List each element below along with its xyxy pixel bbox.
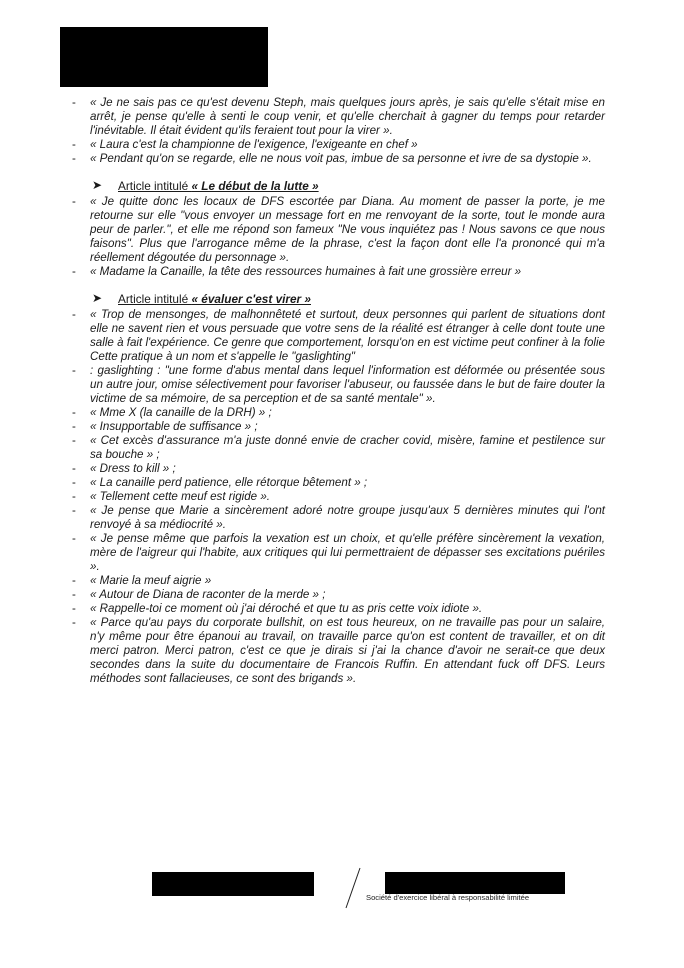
item-text: « Cet excès d'assurance m'a juste donné envie de cracher covid, misère, famine et pestilence sur sa bouche » ;: [90, 434, 605, 461]
list-item: - « Autour de Diana de raconter de la merde » ;: [72, 588, 326, 601]
arrow-bullet-icon: ➤: [92, 291, 103, 305]
list-item: - « Tellement cette meuf est rigide ».: [72, 490, 271, 503]
item-text: « Laura c'est la championne de l'exigence, l'exigeante en chef »: [90, 138, 418, 151]
item-text: « Tellement cette meuf est rigide ».: [90, 490, 271, 503]
item-text: « Autour de Diana de raconter de la merde » ;: [90, 588, 326, 601]
document-body: [72, 96, 605, 686]
item-text: « Je quitte donc les locaux de DFS escortée par Diana. Au moment de passer la porte, je me retourne sur elle "vous envoyer un message fort en me renvoyant de la sorte, tout le monde aura peur de parler.", et elle me répond son fameux "Ne vous inquiétez pas ! Nous savons ce que nous faisons". Plus que l'arrogance même de la phrase, c'est la façon dont elle l'a prononcé qui m'a réellement dégoutée du personnage ».: [90, 195, 605, 264]
list-item: - « Marie la meuf aigrie »: [72, 574, 212, 587]
list-item: - « Madame la Canaille, la tête des ressources humaines à fait une grossière erreur »: [72, 265, 522, 278]
item-text: « Je pense que Marie a sincèrement adoré notre groupe jusqu'aux 5 dernières minutes qui l'ont renvoyé à sa médiocrité ».: [90, 504, 605, 531]
list-item: - « Je quitte donc les locaux de DFS escortée par Diana. Au moment de passer la porte, je me retourne sur elle "vous envoyer un message fort en me renvoyant de la sorte, tout le monde aura peur de parler.", et elle me répond son fameux "Ne vous inquiétez pas ! Nous savons ce que nous faisons". Plus que l'arrogance même de la phrase, c'est la façon dont elle l'a prononcé qui m'a réellement dégoutée du personnage ».: [72, 195, 605, 264]
list-item: - « Je pense même que parfois la vexation est un choix, et qu'elle préfère sincèrement la vexation, mère de l'aigreur qui l'habite, aux critiques qui lui permettraient de dépasser ses excitations puériles ».: [72, 532, 605, 573]
item-text: « La canaille perd patience, elle rétorque bêtement » ;: [90, 476, 368, 489]
quote-section-intro: [72, 96, 605, 166]
item-text: « Je ne sais pas ce qu'est devenu Steph, mais quelques jours après, je sais qu'elle s'était mise en arrêt, je pense qu'elle à senti le coup venir, et qu'elle cherchait à gagner du temps pour retarder l'inévitable. Il était évident qu'ils feraient tout pour la virer ».: [90, 96, 605, 137]
section-heading: [90, 179, 605, 193]
item-text: « Parce qu'au pays du corporate bullshit, on est tous heureux, on ne travaille pas pour un salaire, n'y même pour être épanoui au travail, on travaille parce qu'on est content de travailler, et on dit merci patron. Merci patron, c'est ce que je dirais si j'ai la chance d'avoir ne serait-ce que deux secondes dans la suite du documentaire de Francois Ruffin. En attendant fuck off DFS. Leurs méthodes sont fallacieuses, ce sont des brigands ».: [90, 616, 605, 685]
item-text: « Je pense même que parfois la vexation est un choix, et qu'elle préfère sincèrement la vexation, mère de l'aigreur qui l'habite, aux critiques qui lui permettraient de dépasser ses excitations puériles ».: [90, 532, 605, 573]
list-item: - « Je pense que Marie a sincèrement adoré notre groupe jusqu'aux 5 dernières minutes qui l'ont renvoyé à sa médiocrité ».: [72, 504, 605, 531]
list-item: - « Laura c'est la championne de l'exigence, l'exigeante en chef »: [72, 138, 418, 151]
item-text: « Trop de mensonges, de malhonnêteté et surtout, deux personnes qui parlent de situations dont elle ne savent rien et vous persuade que votre sens de la réalité est étranger à celle dont toute une salle à fait l'expérience. Ce genre que comportement, lorsqu'on en est victime peut confiner à la folie Cette pratique à un nom et s'appelle le "gaslighting": [90, 308, 605, 363]
redacted-header-block: [60, 27, 268, 87]
item-text: « Rappelle-toi ce moment où j'ai déroché et que tu as pris cette voix idiote ».: [90, 602, 483, 615]
item-text: « Marie la meuf aigrie »: [90, 574, 212, 587]
footer-divider-slash: [338, 866, 368, 910]
heading-title: « évaluer c'est virer »: [191, 292, 311, 306]
list-item: - « Parce qu'au pays du corporate bullshit, on est tous heureux, on ne travaille pas pour un salaire, n'y même pour être épanoui au travail, on travaille parce qu'on est content de travailler, et on dit merci patron. Merci patron, c'est ce que je dirais si j'ai la chance d'avoir ne serait-ce que deux secondes dans la suite du documentaire de Francois Ruffin. En attendant fuck off DFS. Leurs méthodes sont fallacieuses, ce sont des brigands ».: [72, 616, 605, 685]
list-item: - « La canaille perd patience, elle rétorque bêtement » ;: [72, 476, 368, 489]
redacted-footer-right: [385, 872, 565, 894]
section-heading: [90, 292, 605, 306]
redacted-footer-left: [152, 872, 314, 896]
list-item: - « Dress to kill » ;: [72, 462, 176, 475]
item-text: « Dress to kill » ;: [90, 462, 176, 475]
list-item: - « Mme X (la canaille de la DRH) » ;: [72, 406, 272, 419]
heading-prefix: Article intitulé: [118, 292, 192, 306]
heading-title: « Le début de la lutte »: [191, 179, 319, 193]
arrow-bullet-icon: ➤: [92, 178, 103, 192]
list-item: - « Cet excès d'assurance m'a juste donné envie de cracher covid, misère, famine et pestilence sur sa bouche » ;: [72, 434, 605, 461]
section-evaluer-cest-virer: [72, 291, 605, 686]
heading-prefix: Article intitulé: [118, 179, 192, 193]
footer-company-type: Société d'exercice libéral à responsabilité limitée: [366, 893, 530, 902]
list-item: - « Je ne sais pas ce qu'est devenu Steph, mais quelques jours après, je sais qu'elle s'était mise en arrêt, je pense qu'elle à senti le coup venir, et qu'elle cherchait à gagner du temps pour retarder l'inévitable. Il était évident qu'ils feraient tout pour la virer ».: [72, 96, 605, 137]
item-text: « Insupportable de suffisance » ;: [90, 420, 258, 433]
list-item: - : gaslighting : "une forme d'abus mental dans lequel l'information est déformée ou présentée sous un autre jour, omise sélectivement pour favoriser l'abuseur, ou faussée dans le but de faire douter la victime de sa mémoire, de sa perception et de sa santé mentale" ».: [72, 364, 605, 405]
item-text: : gaslighting : "une forme d'abus mental dans lequel l'information est déformée ou présentée sous un autre jour, omise sélectivement pour favoriser l'abuseur, ou faussée dans le but de faire douter la victime de sa mémoire, de sa perception et de sa santé mentale" ».: [90, 364, 605, 405]
list-item: - « Insupportable de suffisance » ;: [72, 420, 258, 433]
list-item: - « Rappelle-toi ce moment où j'ai déroché et que tu as pris cette voix idiote ».: [72, 602, 483, 615]
list-item: - « Pendant qu'on se regarde, elle ne nous voit pas, imbue de sa personne et ivre de sa dystopie ».: [72, 152, 592, 165]
item-text: « Madame la Canaille, la tête des ressources humaines à fait une grossière erreur »: [90, 265, 522, 278]
list-item: - « Trop de mensonges, de malhonnêteté et surtout, deux personnes qui parlent de situations dont elle ne savent rien et vous persuade que votre sens de la réalité est étranger à celle dont toute une salle à fait l'expérience. Ce genre que comportement, lorsqu'on en est victime peut confiner à la folie Cette pratique à un nom et s'appelle le "gaslighting": [72, 308, 605, 363]
item-text: « Pendant qu'on se regarde, elle ne nous voit pas, imbue de sa personne et ivre de sa dystopie ».: [90, 152, 592, 165]
item-text: « Mme X (la canaille de la DRH) » ;: [90, 406, 272, 419]
section-debut-de-la-lutte: [72, 178, 605, 279]
